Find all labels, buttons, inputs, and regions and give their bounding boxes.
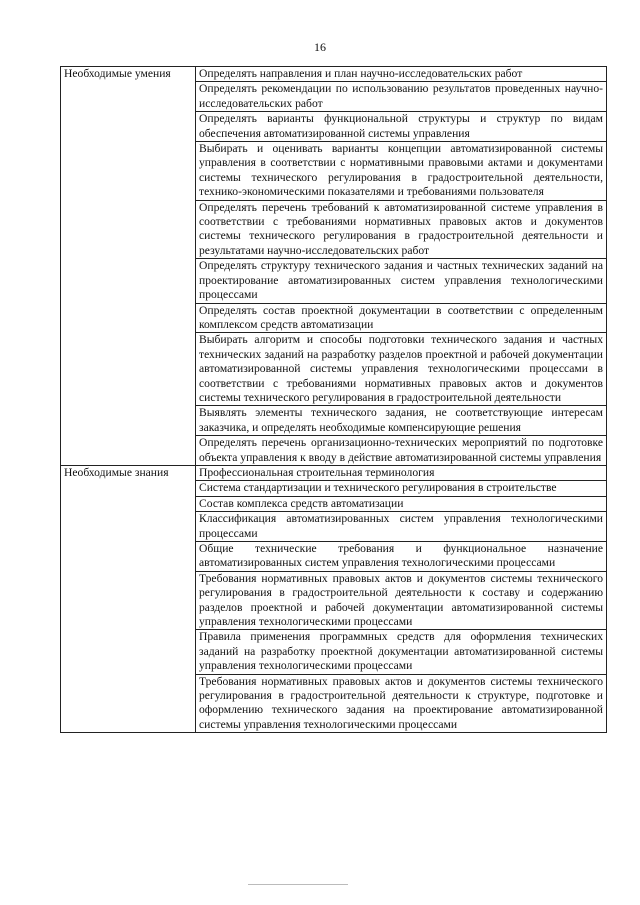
requirement-item: Определять направления и план научно-исследовательских работ: [196, 67, 607, 82]
scan-artifact-line: [248, 884, 348, 887]
requirement-item: Классификация автоматизированных систем управления технологическими процессами: [196, 512, 607, 542]
requirement-item: Состав комплекса средств автоматизации: [196, 496, 607, 511]
requirement-item: Требования нормативных правовых актов и документов системы технического регулирования в градостроительной деятельности к составу и содержанию разделов проектной и рабочей документации автоматизированной системы управления технологическими процессами: [196, 571, 607, 630]
requirement-item: Определять перечень организационно-технических мероприятий по подготовке объекта управления к вводу в действие автоматизированной системы управления: [196, 436, 607, 466]
page-number: 16: [314, 40, 326, 54]
requirements-table: [60, 66, 607, 733]
requirement-item: Определять варианты функциональной структуры и структур по видам обеспечения автоматизированной системы управления: [196, 112, 607, 142]
table-row: [61, 67, 607, 82]
requirement-item: Выбирать и оценивать варианты концепции автоматизированной системы управления в соответствии с нормативными правовыми актами и документами системы технического регулирования в градостроительной деятельности, технико-экономическими показателями и требованиями пользователя: [196, 142, 607, 201]
requirement-item: Определять структуру технического задания и частных технических заданий на проектирование автоматизированных систем управления технологическими процессами: [196, 259, 607, 303]
requirement-item: Общие технические требования и функциональное назначение автоматизированных систем управления технологическими процессами: [196, 542, 607, 572]
requirement-item: Система стандартизации и технического регулирования в строительстве: [196, 481, 607, 496]
section-label: Необходимые умения: [61, 67, 196, 466]
requirement-item: Выявлять элементы технического задания, не соответствующие интересам заказчика, и определять необходимые компенсирующие решения: [196, 406, 607, 436]
table-body: [61, 67, 607, 733]
table-row: [61, 465, 607, 480]
requirement-item: Профессиональная строительная терминология: [196, 465, 607, 480]
requirement-item: Определять перечень требований к автоматизированной системе управления в соответствии с требованиями нормативных правовых актов и документов системы технического регулирования в градостроительной деятельности и результатами научно-исследовательских работ: [196, 200, 607, 259]
requirement-item: Требования нормативных правовых актов и документов системы технического регулирования в градостроительной деятельности к структуре, подготовке и оформлению технического задания на проектирование автоматизированной системы управления технологическими процессами: [196, 674, 607, 733]
requirement-item: Выбирать алгоритм и способы подготовки технического задания и частных технических заданий на разработку разделов проектной и рабочей документации автоматизированной системы управления технологическими процессами в соответствии с требованиями нормативных правовых актов и документов системы технического регулирования в градостроительной деятельности: [196, 333, 607, 406]
requirement-item: Правила применения программных средств для оформления технических заданий на разработку проектной документации автоматизированной системы управления технологическими процессами: [196, 630, 607, 674]
requirement-item: Определять состав проектной документации в соответствии с определенным комплексом средств автоматизации: [196, 303, 607, 333]
requirement-item: Определять рекомендации по использованию результатов проведенных научно-исследовательских работ: [196, 82, 607, 112]
section-label: Необходимые знания: [61, 465, 196, 732]
